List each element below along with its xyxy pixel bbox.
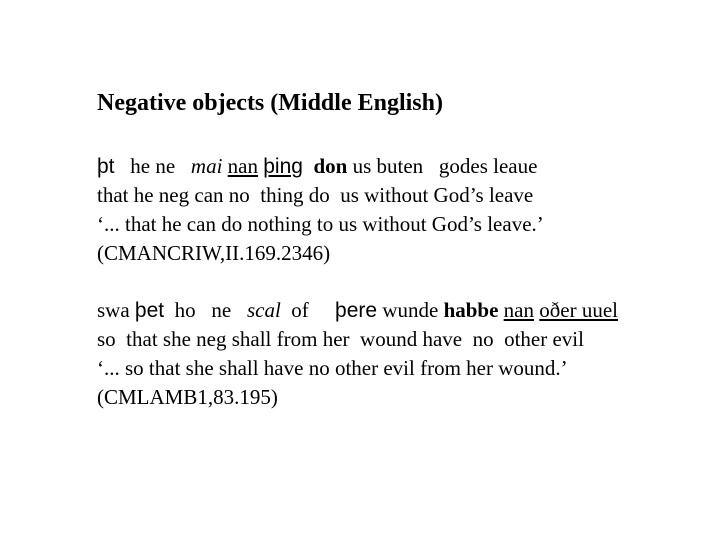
- example-1-gloss-line: that he neg can no thing do us without God’s leave: [97, 183, 534, 207]
- page-title: Negative objects (Middle English): [97, 90, 443, 116]
- example-2-word: ho: [174, 298, 196, 322]
- example-1-original-line: [97, 156, 537, 177]
- example-1-word: godes leaue: [438, 154, 538, 178]
- example-1-word: us buten: [352, 154, 424, 178]
- example-1-word: he ne: [130, 154, 176, 178]
- example-2-word: swa: [97, 298, 130, 322]
- example-1-word: mai: [190, 154, 223, 178]
- example-2-word: nan: [503, 298, 534, 322]
- example-2-word: scal: [246, 298, 281, 322]
- example-2-word: habbe: [443, 298, 499, 322]
- example-1-source-line: (CMANCRIW,II.169.2346): [97, 241, 331, 265]
- example-1-translation-line: ‘... that he can do nothing to us without God’s leave.’: [97, 212, 544, 236]
- example-2-word: þet: [134, 299, 165, 322]
- example-1-word: þt: [97, 155, 115, 178]
- example-2-word: wunde: [382, 298, 439, 322]
- example-2-word: of: [291, 298, 309, 322]
- example-1-word: don: [313, 154, 348, 178]
- example-2-gloss-line: so that she neg shall from her wound have no other evil: [97, 327, 584, 351]
- example-2-source-line: (CMLAMB1,83.195): [97, 385, 278, 409]
- example-1-word: þing: [263, 155, 303, 178]
- example-2-word: oðer uuel: [539, 298, 618, 322]
- example-2-original-line: [97, 300, 618, 321]
- example-2-word: ne: [211, 298, 232, 322]
- example-2-translation-line: ‘... so that she shall have no other evil from her wound.’: [97, 356, 568, 380]
- example-2-word: þere: [335, 299, 378, 322]
- example-1-word: nan: [227, 154, 258, 178]
